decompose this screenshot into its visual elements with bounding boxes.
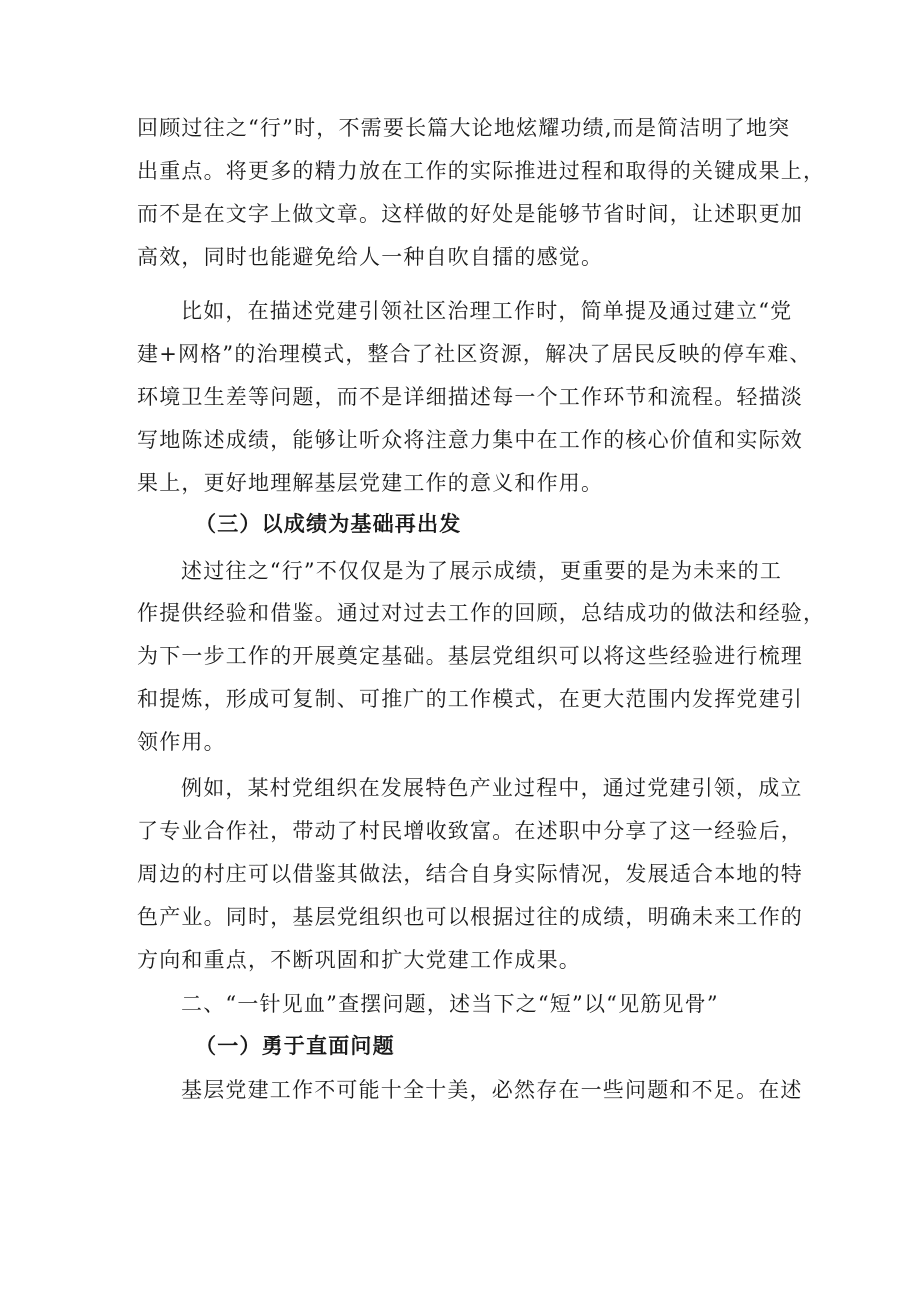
paragraph-line: 而不是在文字上做文章。这样做的好处是能够节省时间，让述职更加 — [137, 202, 803, 226]
paragraph-line: 果上，更好地理解基层党建工作的意义和作用。 — [137, 471, 604, 495]
paragraph-line: 基层党建工作不可能十全十美，必然存在一些问题和不足。在述 — [181, 1078, 803, 1102]
paragraph-line: 了专业合作社，带动了村民增收致富。在述职中分享了这一经验后， — [137, 819, 803, 843]
paragraph-line: 周边的村庄可以借鉴其做法，结合自身实际情况，发展适合本地的特 — [137, 862, 803, 886]
paragraph-line: 为下一步工作的开展奠定基础。基层党组织可以将这些经验进行梳理 — [137, 644, 803, 668]
paragraph-line: 领作用。 — [137, 730, 226, 754]
section-heading: 二、“一针见血”查摆问题，述当下之“短”以“见筋见骨” — [181, 992, 719, 1016]
paragraph-line: 方向和重点，不断巩固和扩大党建工作成果。 — [137, 948, 581, 972]
paragraph-line: 和提炼，形成可复制、可推广的工作模式，在更大范围内发挥党建引 — [137, 687, 803, 711]
paragraph-line: 色产业。同时，基层党组织也可以根据过往的成绩，明确未来工作的 — [137, 905, 803, 929]
paragraph-line: 比如，在描述党建引领社区治理工作时，简单提及通过建立“党 — [181, 299, 793, 323]
paragraph-line: 环境卫生差等问题，而不是详细描述每一个工作环节和流程。轻描淡 — [137, 385, 803, 409]
paragraph-line: 写地陈述成绩，能够让听众将注意力集中在工作的核心价值和实际效 — [137, 428, 803, 452]
paragraph-line: 例如，某村党组织在发展特色产业过程中，通过党建引领，成立 — [181, 776, 803, 800]
paragraph-line: 述过往之“行”不仅仅是为了展示成绩，更重要的是为未来的工 — [181, 559, 783, 583]
paragraph-line: 回顾过往之“行”时，不需要长篇大论地炫耀功绩,而是简洁明了地突 — [137, 116, 791, 140]
paragraph-line: 作提供经验和借鉴。通过对过去工作的回顾，总结成功的做法和经验， — [137, 601, 826, 625]
paragraph-line: 建+网格”的治理模式，整合了社区资源，解决了居民反映的停车难、 — [137, 342, 812, 366]
paragraph-line: 高效，同时也能避免给人一种自吹自擂的感觉。 — [137, 245, 604, 269]
subsection-heading: （三）以成绩为基础再出发 — [195, 512, 462, 536]
paragraph-line: 出重点。将更多的精力放在工作的实际推进过程和取得的关键成果上， — [137, 159, 826, 183]
subsection-heading: （一）勇于直面问题 — [195, 1034, 395, 1058]
